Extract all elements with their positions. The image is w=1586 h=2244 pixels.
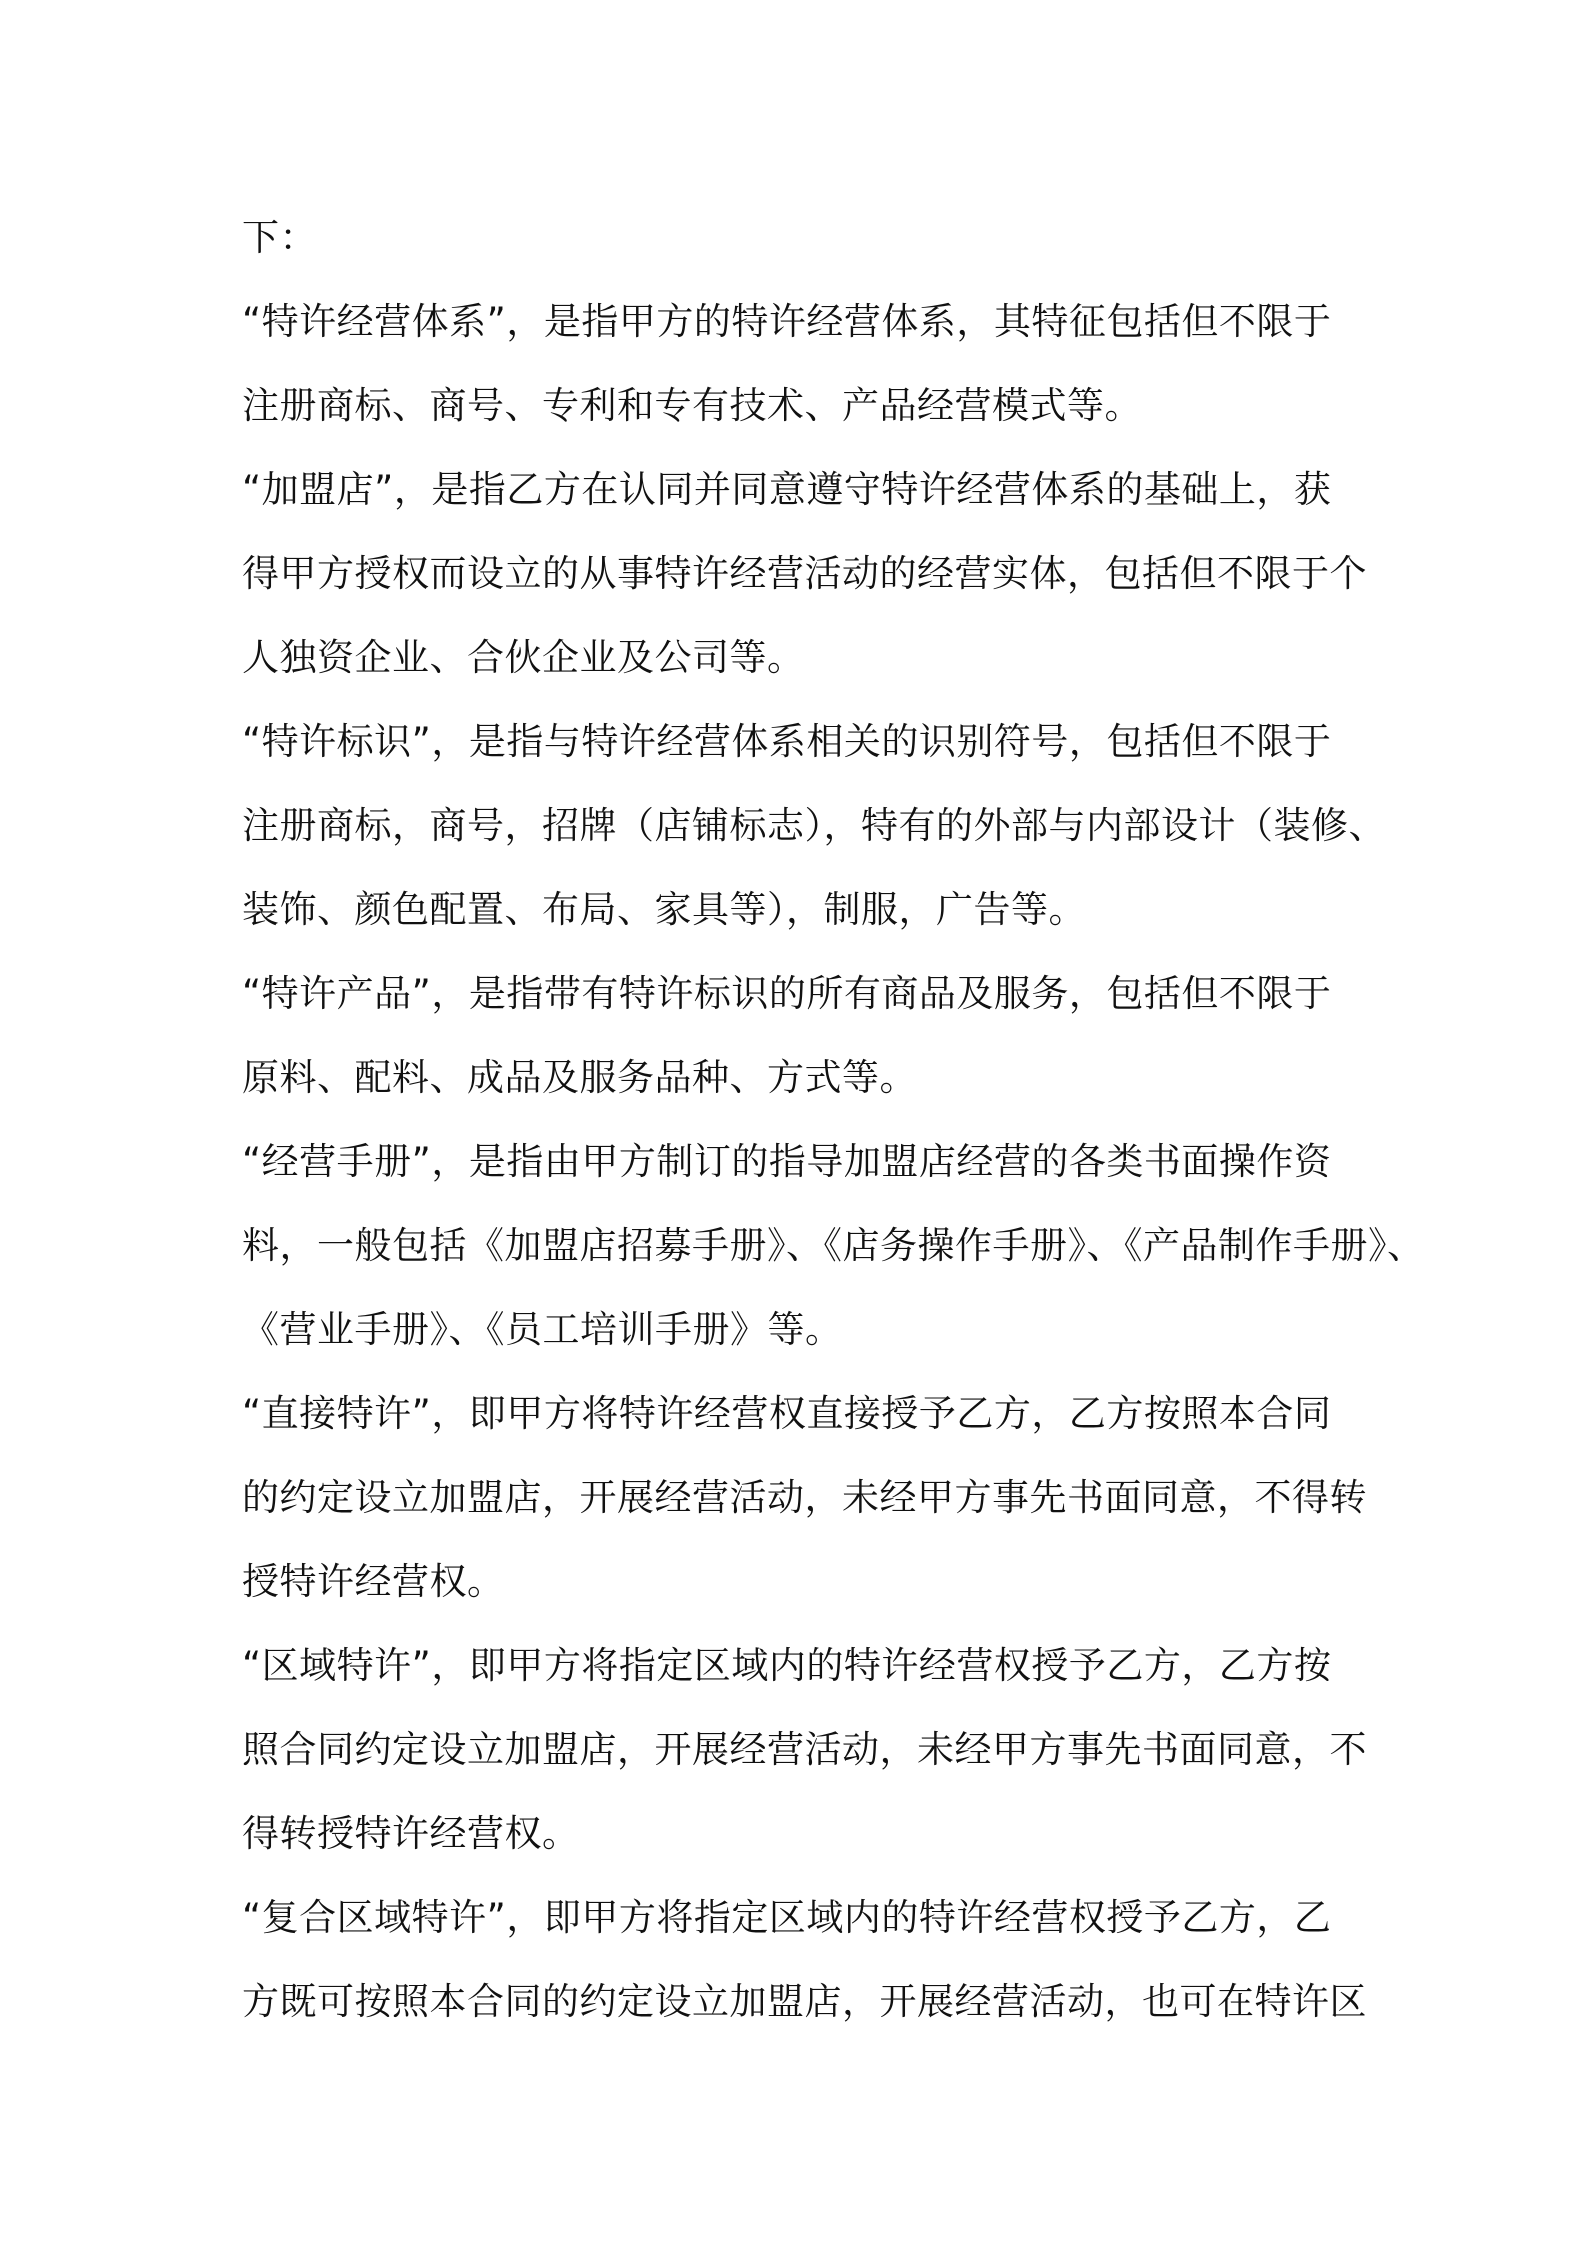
text-line: 装饰、颜色配置、布局、家具等），制服，广告等。 — [242, 888, 1086, 931]
text-line: “特许经营体系”，是指甲方的特许经营体系，其特征包括但不限于 — [242, 300, 1332, 343]
text-line: 下： — [242, 216, 317, 259]
text-line: 授特许经营权。 — [242, 1560, 505, 1603]
document-body — [242, 196, 1425, 2044]
text-line: 料，一般包括《加盟店招募手册》、《店务操作手册》、《产品制作手册》、 — [242, 1224, 1425, 1267]
text-line: 注册商标、商号、专利和专有技术、产品经营模式等。 — [242, 384, 1142, 427]
text-line: 得甲方授权而设立的从事特许经营活动的经营实体，包括但不限于个 — [242, 552, 1367, 595]
text-line: “经营手册”，是指由甲方制订的指导加盟店经营的各类书面操作资 — [242, 1140, 1332, 1183]
text-line: 《营业手册》、《员工培训手册》等。 — [242, 1308, 843, 1351]
text-line: “复合区域特许”，即甲方将指定区域内的特许经营权授予乙方，乙 — [242, 1896, 1332, 1939]
text-line: “加盟店”，是指乙方在认同并同意遵守特许经营体系的基础上，获 — [242, 468, 1332, 511]
text-line: “直接特许”，即甲方将特许经营权直接授予乙方，乙方按照本合同 — [242, 1392, 1332, 1435]
text-line: “区域特许”，即甲方将指定区域内的特许经营权授予乙方，乙方按 — [242, 1644, 1332, 1687]
text-line: 原料、配料、成品及服务品种、方式等。 — [242, 1056, 917, 1099]
text-line: 得转授特许经营权。 — [242, 1812, 580, 1855]
text-line: “特许标识”，是指与特许经营体系相关的识别符号，包括但不限于 — [242, 720, 1332, 763]
text-line: 照合同约定设立加盟店，开展经营活动，未经甲方事先书面同意，不 — [242, 1728, 1367, 1771]
text-line: 注册商标，商号，招牌（店铺标志），特有的外部与内部设计（装修、 — [242, 804, 1386, 847]
text-line: 的约定设立加盟店，开展经营活动，未经甲方事先书面同意，不得转 — [242, 1476, 1367, 1519]
text-line: 人独资企业、合伙企业及公司等。 — [242, 636, 805, 679]
text-line: “特许产品”，是指带有特许标识的所有商品及服务，包括但不限于 — [242, 972, 1332, 1015]
text-line: 方既可按照本合同的约定设立加盟店，开展经营活动，也可在特许区 — [242, 1980, 1367, 2023]
